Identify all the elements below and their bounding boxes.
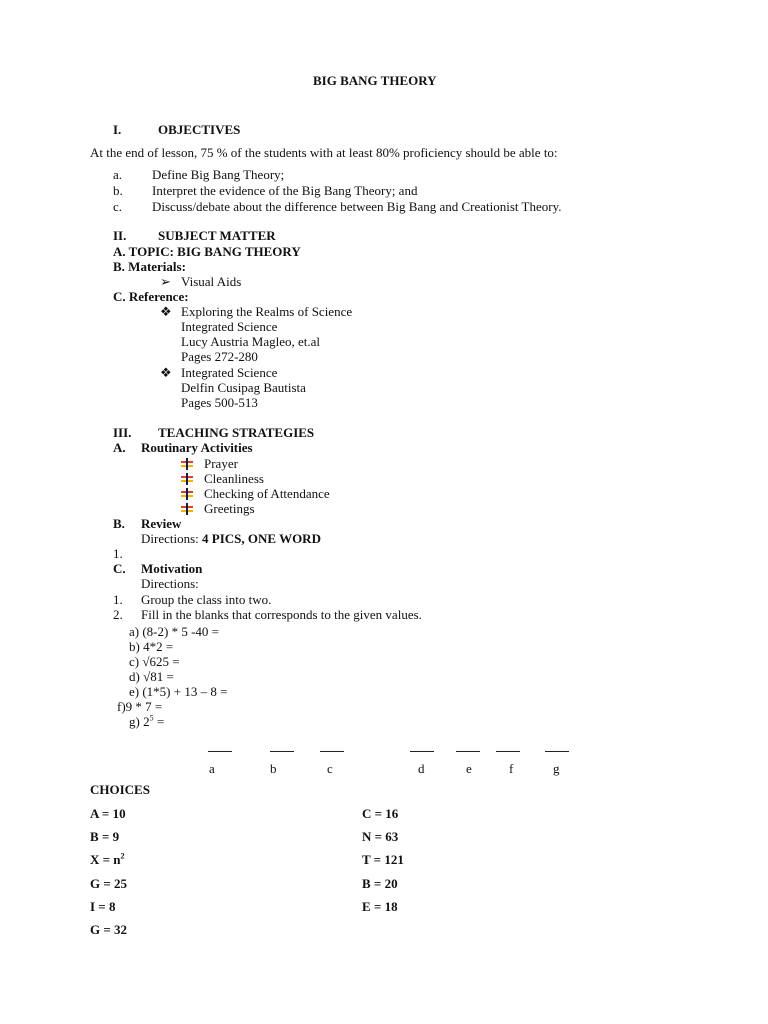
answer-blank	[270, 740, 294, 755]
answer-blank	[410, 740, 434, 755]
diamond-bullet-icon: ❖	[160, 365, 172, 380]
materials-item: Visual Aids	[181, 274, 242, 289]
routine-item: Prayer	[204, 456, 238, 471]
pushpin-bullet-icon	[181, 472, 193, 487]
list-item: Fill in the blanks that corresponds to the given values.	[141, 607, 422, 622]
blank-label: d	[418, 761, 425, 776]
choice-item: B = 9	[90, 829, 120, 844]
choice-item: G = 32	[90, 922, 128, 937]
math-problem-base: g) 2	[129, 714, 150, 729]
section-number: III.	[113, 425, 132, 440]
topic-line: A. TOPIC: BIG BANG THEORY	[113, 244, 301, 259]
pushpin-bullet-icon	[181, 487, 193, 502]
blank-label: f	[509, 761, 514, 776]
objectives-intro: At the end of lesson, 75 % of the students with at least 80% proficiency should be able to:	[90, 145, 558, 160]
materials-label: B. Materials:	[113, 259, 186, 274]
section-number: II.	[113, 228, 127, 243]
blank-label: a	[209, 761, 215, 776]
choice-item: B = 20	[362, 876, 398, 891]
math-problem	[129, 714, 164, 729]
answer-blank	[545, 740, 569, 755]
subsection-marker: A.	[113, 440, 126, 455]
choice-item: A = 10	[90, 806, 126, 821]
blank-label: c	[327, 761, 333, 776]
subsection-heading: Review	[141, 516, 182, 531]
choice-item: N = 63	[362, 829, 399, 844]
reference-line: Exploring the Realms of Science	[181, 304, 353, 319]
list-marker: 1.	[113, 592, 123, 607]
answer-blank	[496, 740, 520, 755]
blank-label: b	[270, 761, 277, 776]
blank-label: e	[466, 761, 472, 776]
list-marker: 1.	[113, 546, 123, 561]
choices-heading: CHOICES	[90, 782, 150, 797]
math-problem: b) 4*2 =	[129, 639, 174, 654]
choice-item	[90, 852, 125, 867]
list-item: Interpret the evidence of the Big Bang Theory; and	[152, 183, 418, 198]
subsection-heading: Motivation	[141, 561, 203, 576]
math-problem-equals: =	[153, 714, 165, 729]
choice-item: I = 8	[90, 899, 116, 914]
math-problem-exponent: 5	[149, 713, 154, 723]
list-item: Group the class into two.	[141, 592, 272, 607]
reference-line: Delfin Cusipag Bautista	[181, 380, 306, 395]
math-problem: c) √625 =	[129, 654, 180, 669]
routine-item: Greetings	[204, 501, 255, 516]
review-activity-name: 4 PICS, ONE WORD	[202, 531, 321, 546]
math-problem: e) (1*5) + 13 – 8 =	[129, 684, 228, 699]
motivation-directions: Directions:	[141, 576, 199, 591]
choice-item: C = 16	[362, 806, 399, 821]
choice-item-text: X = n	[90, 852, 121, 867]
answer-blank	[456, 740, 480, 755]
subsection-heading: Routinary Activities	[141, 440, 253, 455]
reference-label	[113, 289, 189, 304]
choice-item: T = 121	[362, 852, 404, 867]
reference-label-text: C. Reference:	[113, 289, 189, 304]
section-heading: OBJECTIVES	[158, 122, 241, 137]
reference-line: Integrated Science	[181, 365, 278, 380]
section-heading: SUBJECT MATTER	[158, 228, 276, 243]
review-directions	[141, 531, 321, 546]
reference-line: Pages 500-513	[181, 395, 258, 410]
answer-blank	[208, 740, 232, 755]
reference-line: Lucy Austria Magleo, et.al	[181, 334, 320, 349]
choice-item: G = 25	[90, 876, 128, 891]
subsection-marker: B.	[113, 516, 125, 531]
document-title: BIG BANG THEORY	[313, 73, 437, 88]
section-number: I.	[113, 122, 122, 137]
choice-item: E = 18	[362, 899, 398, 914]
routine-item: Cleanliness	[204, 471, 264, 486]
list-item: Discuss/debate about the difference between Big Bang and Creationist Theory.	[152, 199, 562, 214]
reference-line: Pages 272-280	[181, 349, 258, 364]
routine-item: Checking of Attendance	[204, 486, 330, 501]
reference-line: Integrated Science	[181, 319, 278, 334]
pushpin-bullet-icon	[181, 502, 193, 517]
pushpin-bullet-icon	[181, 457, 193, 472]
list-marker: b.	[113, 183, 123, 198]
review-directions-label: Directions:	[141, 531, 203, 546]
blank-label: g	[553, 761, 560, 776]
list-marker: 2.	[113, 607, 123, 622]
math-problem: d) √81 =	[129, 669, 174, 684]
subsection-marker: C.	[113, 561, 126, 576]
list-marker: a.	[113, 167, 123, 182]
diamond-bullet-icon: ❖	[160, 304, 172, 319]
answer-blank	[320, 740, 344, 755]
list-item: Define Big Bang Theory;	[152, 167, 285, 182]
arrow-bullet-icon: ➢	[160, 274, 171, 289]
list-marker: c.	[113, 199, 123, 214]
math-problem: a) (8-2) * 5 -40 =	[129, 624, 219, 639]
math-problem: f)9 * 7 =	[117, 699, 163, 714]
choice-item-exponent: 2	[120, 851, 125, 861]
section-heading: TEACHING STRATEGIES	[158, 425, 315, 440]
